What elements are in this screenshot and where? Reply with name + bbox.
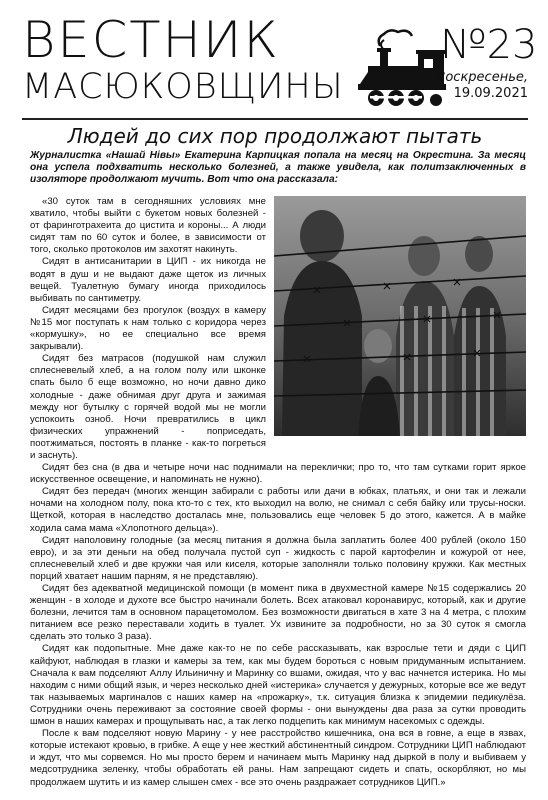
issue-date: 19.09.2021 [453,86,528,101]
article-body [30,196,526,789]
issue-weekday: Воскресенье, [436,70,528,85]
masthead-title-line2: МАСЮКОВЩИНЫ [22,67,344,107]
paragraph: Сидят в антисанитарии в ЦИП - их никогда не водят в душ и не выдают даже щеток из личных вещей. Туалетную бумагу иногда приходилось выбивать по сантиметру. [30,256,266,304]
steam-locomotive-icon [350,28,450,110]
paragraph: Сидят без сна (в два и четыре ночи нас поднимали на переклички; про то, что там сутками горит яркое искусственное освещение, и напоминать не нужно). [30,462,526,486]
paragraph: Сидят как подопытные. Мне даже как-то не по себе рассказывать, как взрослые тети и дяди с ЦИП кайфуют, наблюдая в глазки и камеры за тем, как мы будем бороться с новым придуманным испытанием. Сначала к вам подселяют Аллу Ильиничну и Маринку со вшами, ожидая, что у вас начнется истерика. Но мы находим с ними общий язык, и через несколько дней «истерика» случается у дежурных, которые все же ведут так называемых маргиналов с наших камер на «прожарку», т.к. ситуация близка к эпидемии педикулёза. Сотрудники очень переживают за состояние своей формы - они вынуждены два раза за сутки проводить шмон в наших камерах и прощупывать нас, а так легко подцепить как минимум насекомых с одежды. [30,643,526,728]
masthead-title-line1: ВЕСТНИК [22,11,280,69]
photo-image [274,196,526,436]
article-headline: Людей до сих пор продолжают пытать [67,124,483,148]
paragraph: Сидят без матрасов (подушкой нам служил сплесневелый хлеб, а на голом полу или шконке спать было б еще возможно, но ночи давно дико холодные - даже обнимая друг друга и зажимая между ног бутылку с горячей водой мы не могли успокоить озноб. Ночи превратились в цикл физических упражнений - поприседать, поотжиматься, постоять в планке - как-то погреться и заснуть). [30,353,266,461]
masthead-divider [22,118,528,120]
paragraph: «30 суток там в сегодняшних условиях мне хватило, чтобы выйти с букетом новых болезней - от фаринготрахеита до цистита и короны... А люди сидят там по 60 суток и более, в зависимости от того, сколько протоколов им захотят накинуть. [30,196,266,256]
paragraph: Сидят месяцами без прогулок (воздух в камеру №15 мог поступать к нам только с коридора через «кормушку», но ее специально все время закрывали). [30,304,266,353]
paragraph: Сидят без адекватной медицинской помощи (в момент пика в двухместной камере №15 содержались 20 женщин - в холоде и духоте все быстро начинали болеть. Всех атаковал коронавирус, который, как и другие болезни, лечится там в основном парацетомолом. Без возможности двигаться в хате 3 на 4 метра, с плохим питанием все резко переставали ходить в туалет. Ух извините за подробности, но за 30 суток я смогла сделать это только 3 раза). [30,583,526,643]
prisoners-photo [274,196,526,436]
issue-number: №23 [440,22,538,68]
paragraph: После к вам подселяют новую Марину - у нее расстройство кишечника, она вся в говне, а еще в язвах, которые истекают кровью, в грибке. А еще у нее жесткий абстинентный синдром. Сотрудники ЦИП наблюдают и ждут, что мы сорвемся. Но мы просто берем и начинаем мыть Маринку над дыркой в полу и выбиваем у медсотрудника зеленку, чтобы обработать ей раны. Нам запрещают сидеть и спать, оскорбляют, но мы продолжаем шутить и из камер слышен смех - все это очень раздражает сотрудников ЦИП.» [30,728,526,788]
paragraph: Сидят наполовину голодные (за месяц питания я должна была заплатить более 400 рублей (около 150 евро), и за эти деньги на обед получала пустой суп - жидкость с парой картофелин и кожурой от нее, сплесневелый хлеб и две кружки чая или киселя, которые заполняли только половину кружки. Как местных порций хватает нашим парням, я не представляю). [30,534,526,582]
masthead [0,0,548,122]
paragraph: Сидят без передач (многих женщин забирали с работы или дачи в юбках, платьях, и они так и лежали ночами на холодном полу, пока кто-то с тех, кто выходил на волю, не снимал с себя байку или трусы-носки. Щеткой, которая в наследство досталась мне, пользовались еще человек 5 до этого, кажется. А в майке ходила сама мама «Хлопотного дельца»). [30,486,526,534]
article-lead: Журналистка «Нашай Нівы» Екатерина Карпицкая попала на месяц на Окрестина. За месяц она успела подхватить несколько болезней, а также увидела, как политзаключенных в изоляторе продолжают мучить. Вот что она рассказала: [30,150,526,186]
